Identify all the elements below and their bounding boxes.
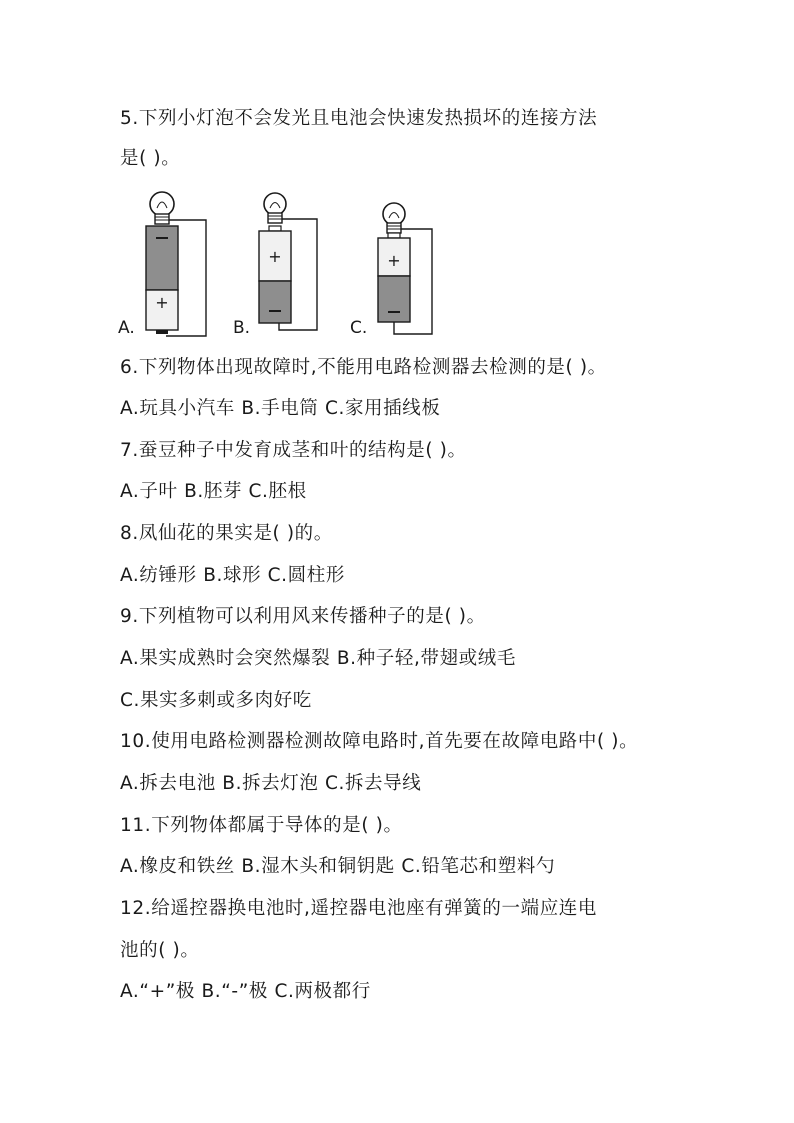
- q12-stem-line2: 池的( )。: [120, 940, 200, 961]
- q12-stem-line1: 12.给遥控器换电池时,遥控器电池座有弹簧的一端应连电: [120, 898, 598, 919]
- figure-b[interactable]: [233, 186, 333, 342]
- q9-options-line2: C.果实多刺或多肉好吃: [120, 690, 312, 711]
- q7-stem: 7.蚕豆种子中发育成茎和叶的结构是( )。: [120, 440, 467, 461]
- figure-a[interactable]: [118, 186, 218, 342]
- q5-figures: [118, 186, 448, 342]
- figure-b-plus: +: [268, 247, 282, 266]
- figure-c-plus: +: [387, 251, 401, 270]
- q8-options: A.纺锤形 B.球形 C.圆柱形: [120, 565, 345, 586]
- q10-options: A.拆去电池 B.拆去灯泡 C.拆去导线: [120, 773, 422, 794]
- q6-stem: 6.下列物体出现故障时,不能用电路检测器去检测的是( )。: [120, 357, 607, 378]
- q8-stem: 8.凤仙花的果实是( )的。: [120, 523, 333, 544]
- q5-stem-line1: 5.下列小灯泡不会发光且电池会快速发热损坏的连接方法: [120, 108, 598, 129]
- q12-options: A.“+”极 B.“-”极 C.两极都行: [120, 981, 371, 1002]
- q6-options: A.玩具小汽车 B.手电筒 C.家用插线板: [120, 398, 441, 419]
- figure-a-plus: +: [155, 293, 169, 312]
- q9-stem: 9.下列植物可以利用风来传播种子的是( )。: [120, 606, 486, 627]
- figure-c-label: C.: [350, 318, 368, 338]
- q11-stem: 11.下列物体都属于导体的是( )。: [120, 815, 403, 836]
- q9-options-line1: A.果实成熟时会突然爆裂 B.种子轻,带翅或绒毛: [120, 648, 516, 669]
- q11-options: A.橡皮和铁丝 B.湿木头和铜钥匙 C.铅笔芯和塑料勺: [120, 856, 556, 877]
- figure-a-label: A.: [118, 318, 135, 338]
- q7-options: A.子叶 B.胚芽 C.胚根: [120, 481, 307, 502]
- figure-c[interactable]: [350, 186, 450, 342]
- q10-stem: 10.使用电路检测器检测故障电路时,首先要在故障电路中( )。: [120, 731, 639, 752]
- figure-b-label: B.: [233, 318, 251, 338]
- q5-stem-line2: 是( )。: [120, 148, 181, 169]
